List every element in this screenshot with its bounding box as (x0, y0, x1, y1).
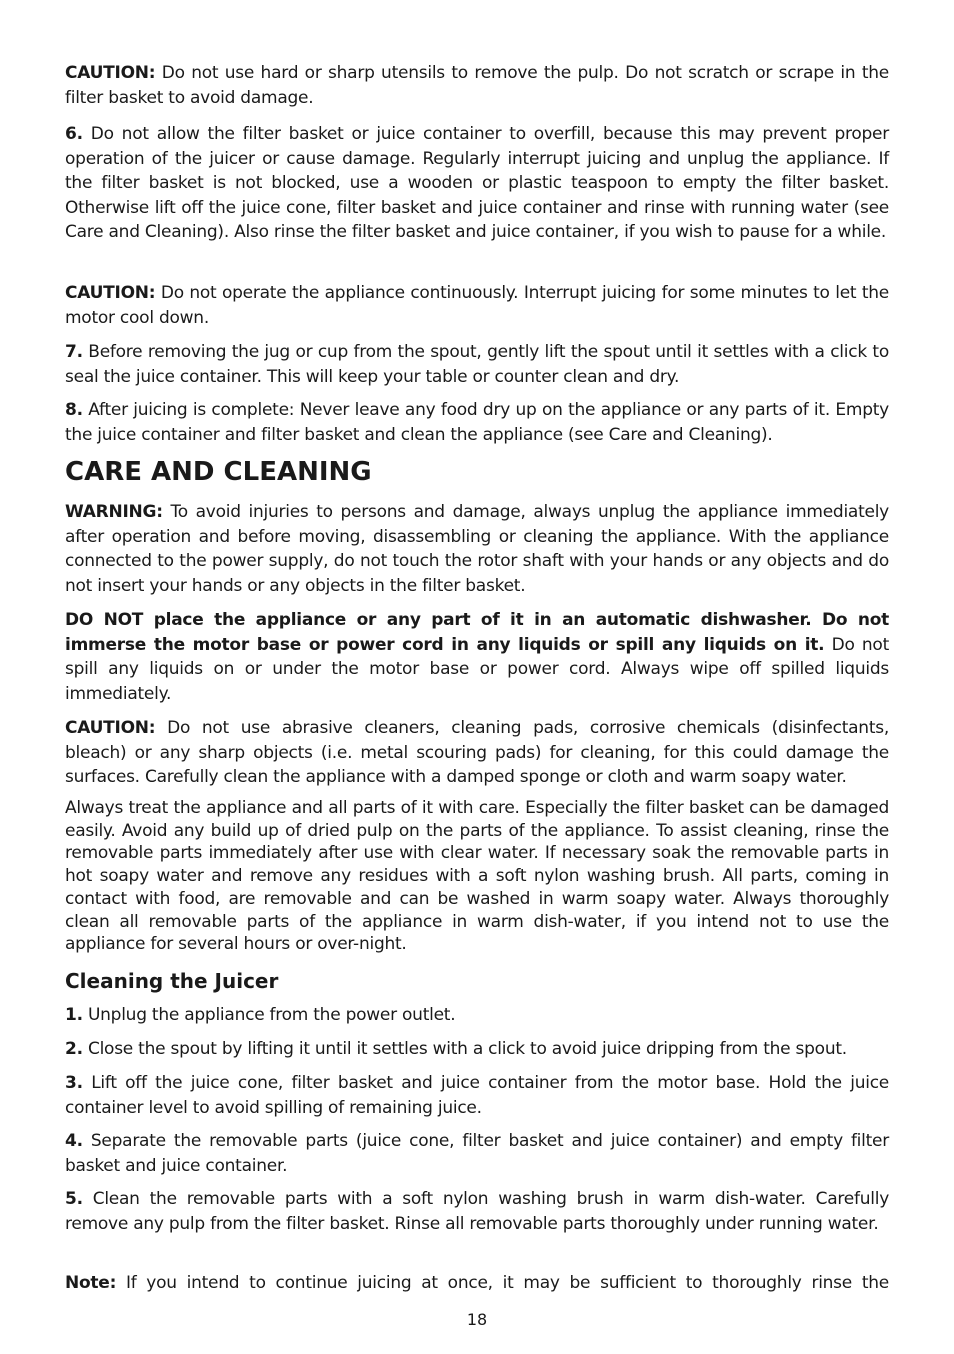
dishwasher-text: Do not spill any liquids on or under the motor base or power cord. Always wipe off spilled liquids immediately. (65, 634, 889, 704)
step-number: 4. (65, 1131, 83, 1151)
step-text: Unplug the appliance from the power outlet. (82, 1005, 456, 1025)
step-number: 7. (65, 342, 83, 362)
step-text: Lift off the juice cone, filter basket and juice container from the motor base. Hold the juice container level to avoid spilling of remaining juice. (65, 1073, 889, 1118)
step-text: Clean the removable parts with a soft nylon washing brush in warm dish-water. Carefully remove any pulp from the filter basket. Rinse all removable parts thoroughly under running water. (65, 1189, 889, 1234)
cleaning-step-1 (65, 1003, 889, 1028)
step-number: 3. (65, 1073, 83, 1093)
warning-text: To avoid injuries to persons and damage, always unplug the appliance immediately after operation and before moving, disassembling or cleaning the appliance. With the appliance connected to the power supply, do not touch the rotor shaft with your hands or any objects and do not insert your hands or any objects in the filter basket. (65, 502, 889, 596)
caution-text: Do not use abrasive cleaners, cleaning pads, corrosive chemicals (disinfectants, bleach) or any sharp objects (i.e. metal scouring pads) for cleaning, for this could damage the surfaces. Carefully clean the appliance with a damped sponge or cloth and warm soapy water. (65, 718, 889, 787)
page-number: 18 (466, 1310, 488, 1329)
dishwasher-paragraph (65, 608, 889, 706)
step-text: Close the spout by lifting it until it settles with a click to avoid juice dripping from the spout. (82, 1039, 847, 1059)
step-number: 1. (65, 1005, 83, 1025)
dishwasher-warning: DO NOT place the appliance or any part of it in an automatic dishwasher. Do not immerse the motor base or power cord in any liquids or spill any liquids on it. (65, 610, 889, 655)
care-and-cleaning-heading: CARE AND CLEANING (65, 457, 372, 487)
step-number: 5. (65, 1189, 83, 1209)
cleaning-juicer-heading: Cleaning the Juicer (65, 969, 279, 993)
step-number: 6. (65, 124, 83, 144)
step-7-paragraph (65, 340, 889, 389)
caution-label: CAUTION: (65, 283, 156, 303)
caution-continuous-paragraph (65, 281, 889, 330)
cleaning-step-3 (65, 1071, 889, 1120)
care-treat-paragraph: Always treat the appliance and all parts of it with care. Especially the filter basket can be damaged easily. Avoid any build up of dried pulp on the parts of the appliance. To assist cleaning, rinse the removable parts immediately after use with clear water. If necessary soak the removable parts in hot soapy water and remove any residues with a soft nylon washing brush. All parts, coming in contact with food, are removable and can be washed in warm soapy water. Always thoroughly clean all removable parts of the appliance in warm dish-water, if you intend not to use the appliance for several hours or over-night. (65, 798, 889, 955)
warning-label: WARNING: (65, 502, 163, 522)
step-8-paragraph (65, 398, 889, 447)
note-label: Note: (65, 1273, 117, 1293)
step-6-paragraph (65, 122, 889, 245)
step-number: 8. (65, 400, 83, 420)
step-text: Separate the removable parts (juice cone, filter basket and juice container) and empty filter basket and juice container. (65, 1131, 889, 1176)
cleaning-step-2 (65, 1037, 889, 1062)
caution-label: CAUTION: (65, 718, 156, 738)
step-text: After juicing is complete: Never leave any food dry up on the appliance or any parts of it. Empty the juice container and filter basket and clean the appliance (see Care and Cleaning). (65, 400, 889, 445)
step-text: Before removing the jug or cup from the spout, gently lift the spout until it settles with a click to seal the juice container. This will keep your table or counter clean and dry. (65, 342, 889, 387)
note-text: If you intend to continue juicing at once, it may be sufficient to thoroughly rinse the (116, 1273, 889, 1293)
caution-text: Do not use hard or sharp utensils to remove the pulp. Do not scratch or scrape in the filter basket to avoid damage. (65, 63, 889, 108)
warning-paragraph (65, 500, 889, 598)
caution-cleaners-paragraph (65, 716, 889, 790)
caution-pulp-paragraph (65, 61, 889, 110)
cleaning-step-4 (65, 1129, 889, 1178)
step-number: 2. (65, 1039, 83, 1059)
caution-text: Do not operate the appliance continuously. Interrupt juicing for some minutes to let the motor cool down. (65, 283, 889, 328)
cleaning-step-5 (65, 1187, 889, 1236)
step-text: Do not allow the filter basket or juice container to overfill, because this may prevent proper operation of the juicer or cause damage. Regularly interrupt juicing and unplug the appliance. If the filter basket is not blocked, use a wooden or plastic teaspoon to empty the filter basket. Otherwise lift off the juice cone, filter basket and juice container and rinse with running water (see Care and Cleaning). Also rinse the filter basket and juice container, if you wish to pause for a while. (65, 124, 889, 242)
caution-label: CAUTION: (65, 63, 156, 83)
note-paragraph (65, 1271, 889, 1296)
